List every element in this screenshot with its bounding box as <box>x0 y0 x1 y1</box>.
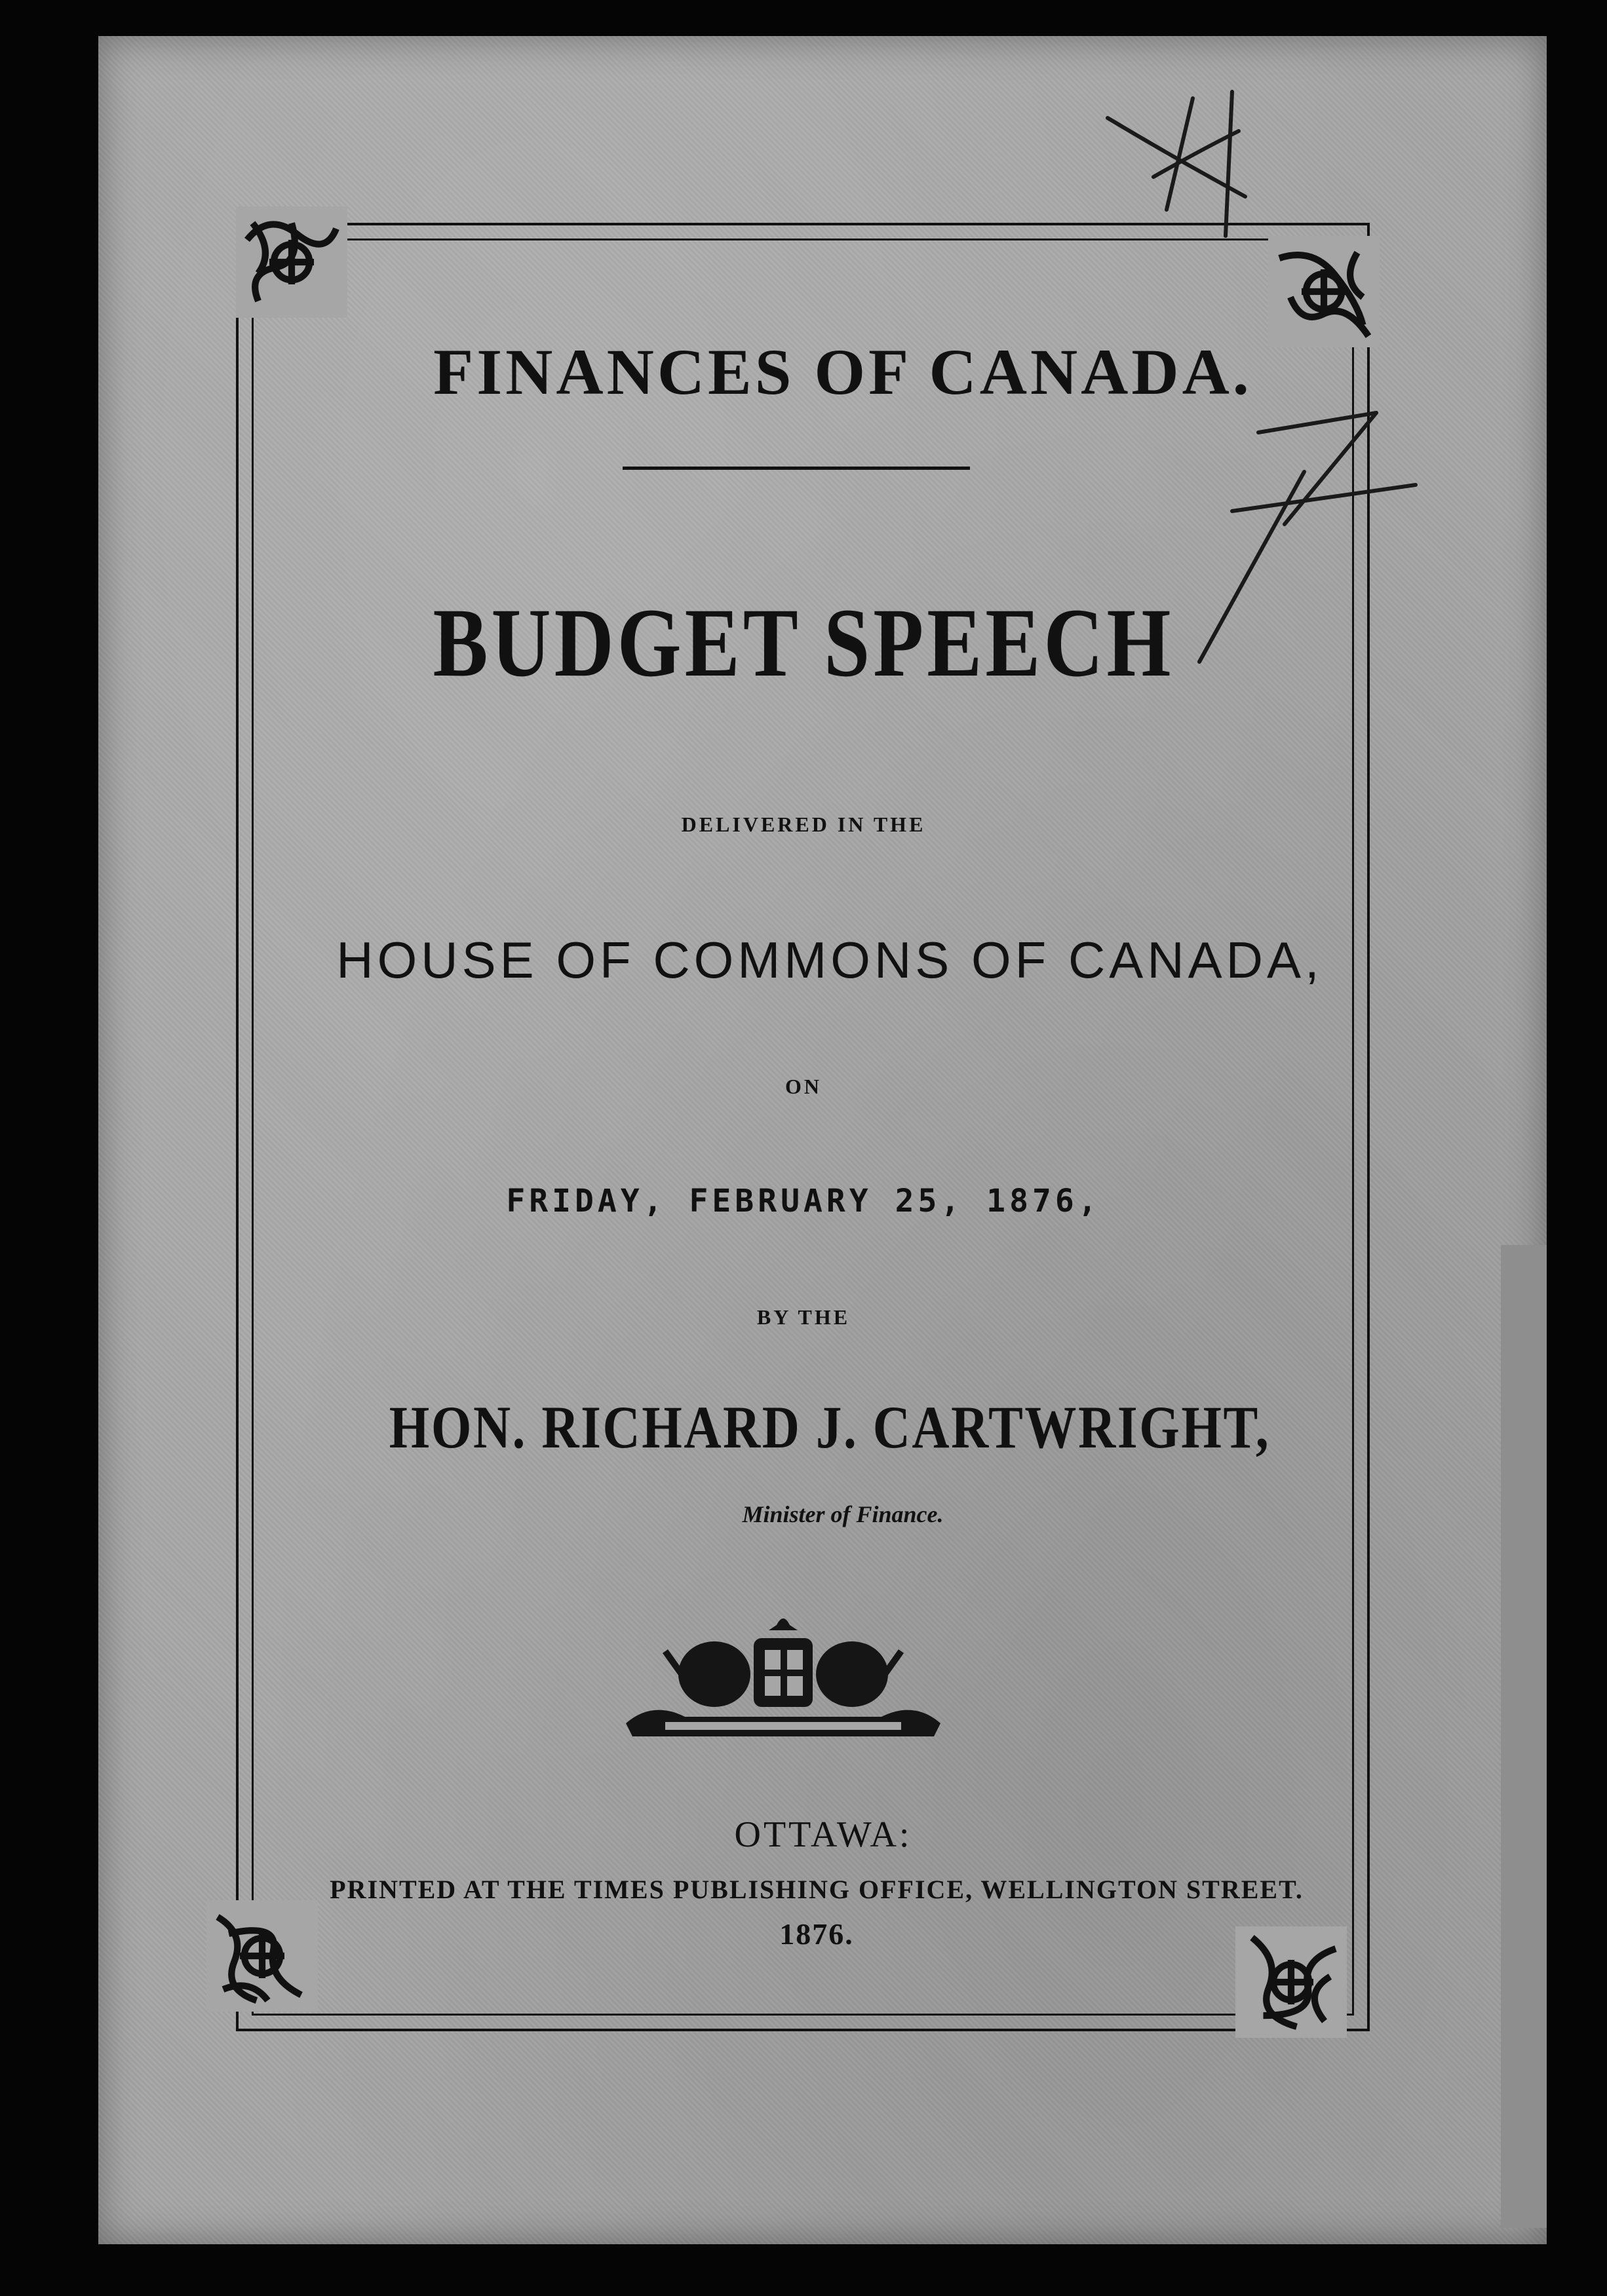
corner-ornament-icon <box>1268 236 1380 347</box>
corner-ornament-icon <box>236 206 347 318</box>
title-divider <box>623 467 970 470</box>
royal-coat-of-arms-icon <box>626 1612 940 1750</box>
by-line: BY THE <box>756 1305 851 1329</box>
date-line: FRIDAY, FEBRUARY 25, 1876, <box>506 1183 1101 1219</box>
imprint-city: OTTAWA: <box>734 1814 912 1855</box>
house-line: HOUSE OF COMMONS OF CANADA, <box>336 931 1323 989</box>
series-title: FINANCES OF CANADA. <box>433 335 1252 408</box>
imprint-year: 1876. <box>779 1917 854 1951</box>
delivered-line: DELIVERED IN THE <box>681 813 926 836</box>
imprint-printer: PRINTED AT THE TIMES PUBLISHING OFFICE, WELLINGTON STREET. <box>330 1875 1304 1904</box>
main-title: BUDGET SPEECH <box>433 588 1174 697</box>
on-line: ON <box>785 1075 822 1098</box>
author-title: Minister of Finance. <box>742 1501 944 1527</box>
author-name: HON. RICHARD J. CARTWRIGHT, <box>389 1394 1271 1461</box>
